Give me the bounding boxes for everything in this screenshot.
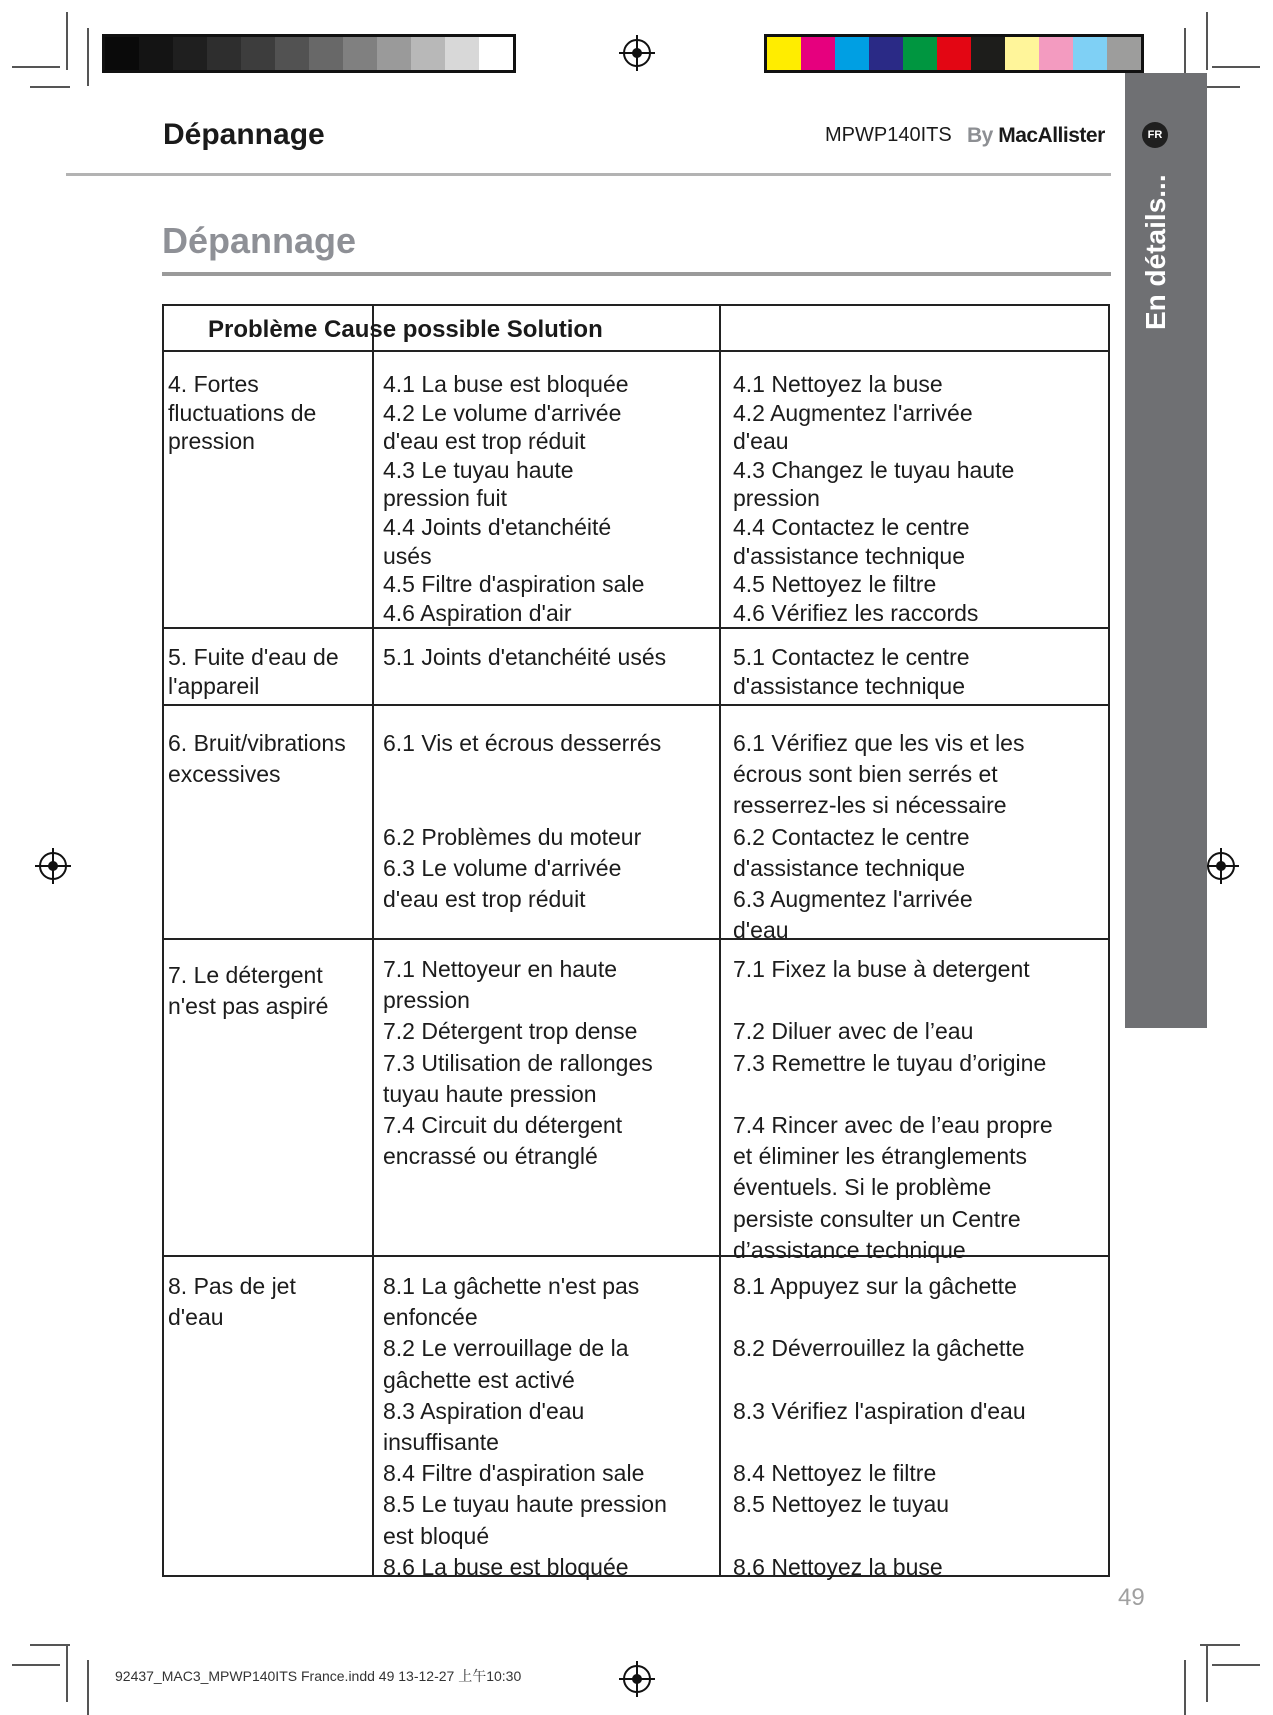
cell-line: 4.1 La buse est bloquée bbox=[383, 371, 629, 397]
column-divider bbox=[719, 706, 721, 938]
running-header-title: Dépannage bbox=[163, 118, 325, 151]
problem-cell bbox=[168, 370, 316, 456]
cell-line: d'eau est trop réduit bbox=[383, 428, 586, 455]
problem-cell bbox=[168, 643, 339, 700]
column-divider bbox=[372, 706, 374, 938]
cell-line: 8.3 Vérifiez l'aspiration d'eau bbox=[733, 1397, 1026, 1424]
cell-line: 4.2 Augmentez l'arrivée bbox=[733, 399, 973, 426]
problem-cell bbox=[168, 728, 346, 790]
color-swatch bbox=[411, 37, 445, 70]
crop-mark bbox=[30, 86, 70, 88]
cell-line: enfoncée bbox=[383, 1304, 478, 1331]
cell-line: 5.1 Contactez le centre bbox=[733, 644, 970, 670]
table-header-row bbox=[164, 306, 1108, 352]
color-swatch bbox=[241, 37, 275, 70]
cause-cell bbox=[383, 1271, 667, 1583]
cell-line: d'assistance technique bbox=[733, 542, 965, 569]
cell-line: 7.3 Utilisation de rallonges bbox=[383, 1049, 653, 1076]
cell-line: d'eau est trop réduit bbox=[383, 886, 586, 913]
color-swatch bbox=[173, 37, 207, 70]
color-swatch bbox=[869, 37, 903, 70]
cell-line: 8.5 Nettoyez le tuyau bbox=[733, 1491, 950, 1518]
color-swatch bbox=[971, 37, 1005, 70]
cell-line: 8.5 Le tuyau haute pression bbox=[383, 1491, 667, 1518]
cell-line: 8.2 Le verrouillage de la bbox=[383, 1335, 629, 1362]
brand-logo bbox=[967, 124, 1105, 148]
cell-line bbox=[733, 1427, 1026, 1458]
table-header: Problème Cause possible Solution bbox=[208, 316, 603, 343]
page-number: 49 bbox=[1118, 1584, 1145, 1611]
crop-mark bbox=[1206, 1644, 1208, 1702]
cell-line: 4.3 Changez le tuyau haute bbox=[733, 456, 1015, 483]
cell-line: d'eau bbox=[733, 917, 789, 944]
cell-line bbox=[733, 1521, 1026, 1552]
cell-line: 7.2 Diluer avec de l’eau bbox=[733, 1018, 974, 1045]
cell-line bbox=[383, 759, 661, 790]
column-divider bbox=[719, 629, 721, 704]
section-title: Dépannage bbox=[162, 220, 357, 261]
cell-line: 4.1 Nettoyez la buse bbox=[733, 371, 943, 397]
section-divider bbox=[162, 272, 1111, 276]
color-swatch bbox=[309, 37, 343, 70]
cell-line: 7.2 Détergent trop dense bbox=[383, 1018, 638, 1045]
column-divider bbox=[719, 1257, 721, 1575]
column-divider bbox=[719, 306, 721, 350]
color-swatch bbox=[139, 37, 173, 70]
cell-line bbox=[383, 790, 661, 821]
crop-mark bbox=[30, 1644, 70, 1646]
cell-line: 7. Le détergent bbox=[168, 962, 323, 988]
cell-line: gâchette est activé bbox=[383, 1366, 575, 1393]
cell-line: 8.3 Aspiration d'eau bbox=[383, 1397, 585, 1424]
registration-mark-icon bbox=[1207, 852, 1235, 880]
cell-line: 6.2 Contactez le centre bbox=[733, 823, 970, 850]
print-slug: 92437_MAC3_MPWP140ITS France.indd 49 13-12-27 上午10:30 bbox=[115, 1668, 522, 1684]
column-divider bbox=[372, 629, 374, 704]
cell-line: insuffisante bbox=[383, 1429, 499, 1456]
cell-line: et éliminer les étranglements bbox=[733, 1143, 1028, 1170]
troubleshooting-table bbox=[162, 304, 1110, 1580]
cause-cell bbox=[383, 643, 666, 672]
crop-mark bbox=[1206, 12, 1208, 70]
cell-line: 4.4 Contactez le centre bbox=[733, 513, 970, 540]
cell-line: fluctuations de bbox=[168, 399, 317, 426]
side-tab-label: En détails... bbox=[1140, 174, 1171, 330]
cell-line: d’assistance technique bbox=[733, 1236, 966, 1263]
cell-line: d'assistance technique bbox=[733, 672, 965, 699]
cell-line: 6.1 Vérifiez que les vis et les bbox=[733, 730, 1025, 756]
cell-line: 8.4 Nettoyez le filtre bbox=[733, 1460, 937, 1487]
cell-line: n'est pas aspiré bbox=[168, 993, 329, 1020]
table-row bbox=[164, 629, 1108, 706]
cell-line bbox=[733, 1302, 1026, 1333]
solution-cell bbox=[733, 643, 970, 700]
cell-line: d'eau bbox=[733, 428, 789, 455]
cell-line: excessives bbox=[168, 761, 281, 788]
cell-line: resserrez-les si nécessaire bbox=[733, 792, 1007, 819]
crop-mark bbox=[87, 1660, 89, 1715]
cell-line: pression bbox=[168, 428, 255, 455]
cell-line: 5. Fuite d'eau de bbox=[168, 644, 339, 670]
brand-by: By bbox=[967, 124, 993, 147]
registration-mark-icon bbox=[39, 852, 67, 880]
cell-line: 4.5 Filtre d'aspiration sale bbox=[383, 571, 645, 598]
cell-line: 7.1 Fixez la buse à detergent bbox=[733, 956, 1030, 982]
cell-line: pression bbox=[733, 485, 820, 512]
crop-mark bbox=[66, 1644, 68, 1702]
cell-line: persiste consulter un Centre bbox=[733, 1205, 1021, 1232]
color-swatch bbox=[801, 37, 835, 70]
cell-line bbox=[733, 1365, 1026, 1396]
cause-cell bbox=[383, 370, 644, 627]
cell-line: 8.2 Déverrouillez la gâchette bbox=[733, 1335, 1025, 1362]
crop-mark bbox=[1212, 66, 1260, 68]
problem-cell bbox=[168, 960, 328, 1022]
cell-line: 6.3 Le volume d'arrivée bbox=[383, 854, 622, 881]
brand-name: MacAllister bbox=[998, 124, 1105, 147]
table-row bbox=[164, 352, 1108, 629]
cell-line: pression fuit bbox=[383, 485, 508, 512]
cell-line: 7.3 Remettre le tuyau d’origine bbox=[733, 1049, 1047, 1076]
crop-mark bbox=[1212, 1664, 1260, 1666]
cell-line: 7.4 Circuit du détergent bbox=[383, 1112, 623, 1139]
cell-line: 6.1 Vis et écrous desserrés bbox=[383, 730, 662, 756]
color-swatch bbox=[377, 37, 411, 70]
problem-cell bbox=[168, 1271, 296, 1333]
cause-cell bbox=[383, 728, 661, 915]
cell-line: 5.1 Joints d'etanchéité usés bbox=[383, 644, 667, 670]
column-divider bbox=[372, 940, 374, 1255]
cell-line: 8.1 La gâchette n'est pas bbox=[383, 1273, 640, 1299]
color-swatch bbox=[1073, 37, 1107, 70]
header-divider bbox=[66, 173, 1111, 176]
table-row bbox=[164, 706, 1108, 944]
cell-line: 7.1 Nettoyeur en haute bbox=[383, 956, 617, 982]
solution-cell bbox=[733, 954, 1053, 1266]
color-swatch bbox=[479, 37, 513, 70]
color-swatch bbox=[835, 37, 869, 70]
registration-mark-icon bbox=[623, 39, 651, 67]
cell-line: 4.5 Nettoyez le filtre bbox=[733, 571, 937, 598]
cell-line: écrous sont bien serrés et bbox=[733, 761, 998, 788]
color-calibration-bar bbox=[764, 34, 1144, 73]
cell-line: 4. Fortes bbox=[168, 371, 259, 397]
crop-mark bbox=[12, 1664, 60, 1666]
cell-line: 7.4 Rincer avec de l’eau propre bbox=[733, 1112, 1053, 1139]
color-swatch bbox=[1039, 37, 1073, 70]
crop-mark bbox=[12, 66, 60, 68]
solution-cell bbox=[733, 1271, 1026, 1583]
cell-line: l'appareil bbox=[168, 672, 260, 699]
cell-line: 4.3 Le tuyau haute bbox=[383, 456, 574, 483]
cell-line: 4.6 Aspiration d'air bbox=[383, 599, 572, 626]
solution-cell bbox=[733, 370, 1014, 627]
cause-cell bbox=[383, 954, 653, 1172]
cell-line: usés bbox=[383, 542, 432, 569]
solution-cell bbox=[733, 728, 1024, 946]
column-divider bbox=[372, 352, 374, 627]
cell-line: d'eau bbox=[168, 1304, 224, 1331]
cell-line: 4.4 Joints d'etanchéité bbox=[383, 513, 612, 540]
cell-line: 4.2 Le volume d'arrivée bbox=[383, 399, 622, 426]
grayscale-calibration-bar bbox=[102, 34, 516, 73]
cell-line bbox=[733, 985, 1053, 1016]
cell-line: 8.4 Filtre d'aspiration sale bbox=[383, 1460, 645, 1487]
crop-mark bbox=[1200, 1644, 1240, 1646]
cell-line: est bloqué bbox=[383, 1522, 490, 1549]
column-divider bbox=[372, 1257, 374, 1575]
color-swatch bbox=[1107, 37, 1141, 70]
cell-line: 8.1 Appuyez sur la gâchette bbox=[733, 1273, 1017, 1299]
cell-line: éventuels. Si le problème bbox=[733, 1174, 992, 1201]
cell-line: 8.6 La buse est bloquée bbox=[383, 1553, 629, 1580]
crop-mark bbox=[87, 28, 89, 86]
model-number: MPWP140ITS bbox=[825, 124, 952, 146]
cell-line: 6. Bruit/vibrations bbox=[168, 730, 346, 756]
color-swatch bbox=[1005, 37, 1039, 70]
color-swatch bbox=[343, 37, 377, 70]
cell-line bbox=[733, 1079, 1053, 1110]
color-swatch bbox=[937, 37, 971, 70]
column-divider bbox=[719, 940, 721, 1255]
cell-line: tuyau haute pression bbox=[383, 1080, 597, 1107]
cell-line: 8. Pas de jet bbox=[168, 1273, 296, 1299]
color-swatch bbox=[767, 37, 801, 70]
table-row bbox=[164, 1257, 1108, 1580]
color-swatch bbox=[105, 37, 139, 70]
cell-line: 6.3 Augmentez l'arrivée bbox=[733, 886, 973, 913]
cell-line: pression bbox=[383, 987, 470, 1014]
cell-line: encrassé ou étranglé bbox=[383, 1143, 598, 1170]
color-swatch bbox=[903, 37, 937, 70]
crop-mark bbox=[66, 12, 68, 70]
cell-line: 6.2 Problèmes du moteur bbox=[383, 823, 642, 850]
color-swatch bbox=[207, 37, 241, 70]
color-swatch bbox=[275, 37, 309, 70]
color-swatch bbox=[445, 37, 479, 70]
cell-line: 8.6 Nettoyez la buse bbox=[733, 1553, 943, 1580]
language-badge: FR bbox=[1142, 122, 1168, 148]
crop-mark bbox=[1184, 1660, 1186, 1715]
column-divider bbox=[719, 352, 721, 627]
cell-line: d'assistance technique bbox=[733, 854, 965, 881]
cell-line: 4.6 Vérifiez les raccords bbox=[733, 599, 979, 626]
registration-mark-icon bbox=[623, 1665, 651, 1693]
table-row bbox=[164, 940, 1108, 1263]
